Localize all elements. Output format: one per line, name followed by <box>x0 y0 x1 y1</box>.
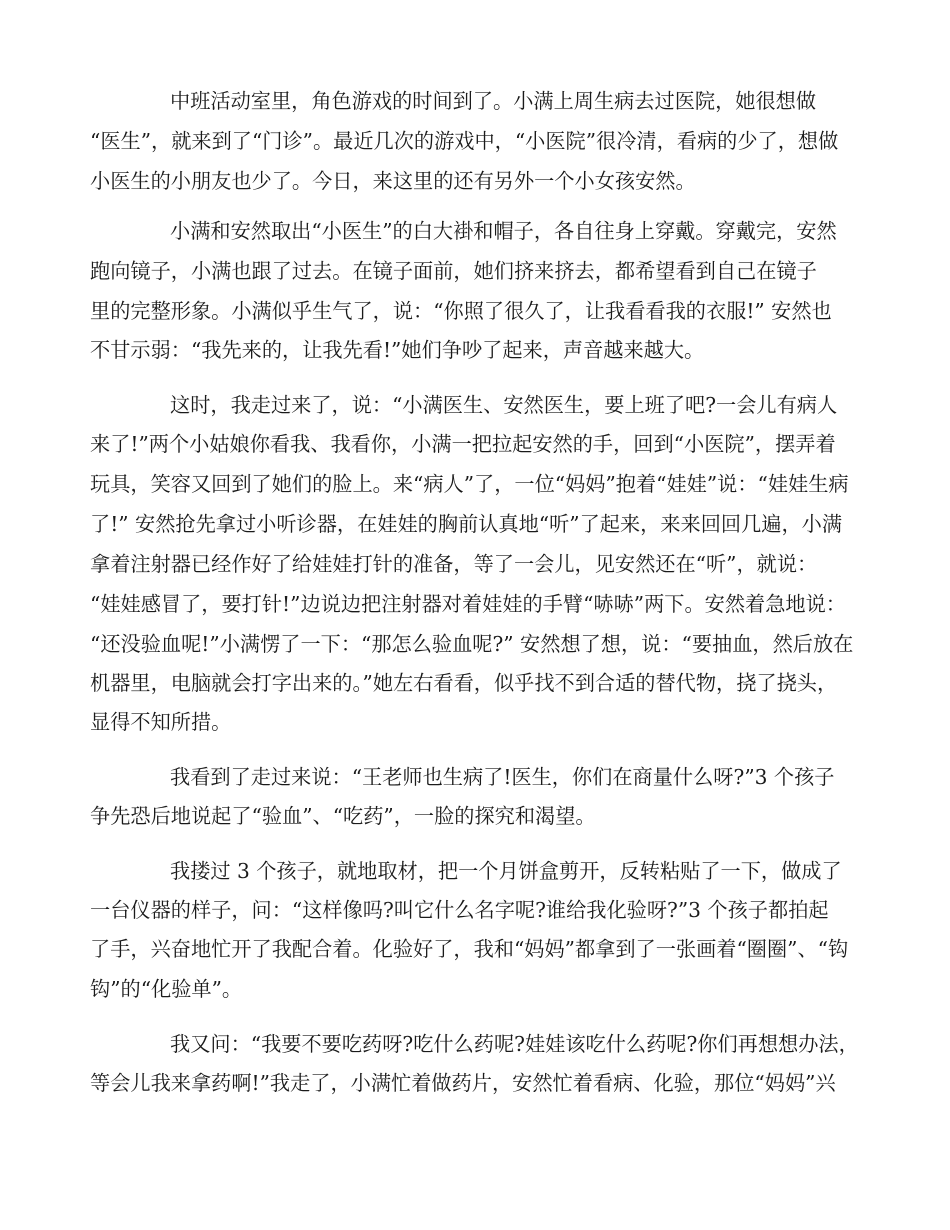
text-line: 了手，兴奋地忙开了我配合着。化验好了，我和“妈妈”都拿到了一张画着“圈圈”、“钩 <box>90 937 849 961</box>
text-line: 中班活动室里，角色游戏的时间到了。小满上周生病去过医院，她很想做 <box>170 89 817 113</box>
text-line: “还没验血呢!”小满愣了一下：“那怎么验血呢?” 安然想了想，说：“要抽血，然后放在 <box>90 632 854 656</box>
text-line: 我看到了走过来说：“王老师也生病了!医生，你们在商量什么呀?”3 个孩子 <box>170 765 835 789</box>
text-line: 一台仪器的样子，问：“这样像吗?叫它什么名字呢?谁给我化验呀?”3 个孩子都拍起 <box>90 898 829 922</box>
text-line: 这时，我走过来了，说：“小满医生、安然医生，要上班了吧?一会儿有病人 <box>170 393 838 417</box>
text-line: 里的完整形象。小满似乎生气了，说：“你照了很久了，让我看看我的衣服!” 安然也 <box>90 299 832 323</box>
text-line: 来了!”两个小姑娘你看我、我看你，小满一把拉起安然的手，回到“小医院”，摆弄着 <box>90 432 836 456</box>
text-line: 钩”的“化验单”。 <box>90 977 243 1001</box>
text-line: 我搂过 3 个孩子，就地取材，把一个月饼盒剪开，反转粘贴了一下，做成了 <box>170 859 842 883</box>
text-line: 小医生的小朋友也少了。今日，来这里的还有另外一个小女孩安然。 <box>90 169 696 193</box>
text-line: 拿着注射器已经作好了给娃娃打针的准备，等了一会儿，见安然还在“听”，就说： <box>90 552 818 576</box>
text-line: 机器里，电脑就会打字出来的。”她左右看看，似乎找不到合适的替代物，挠了挠头， <box>90 671 838 695</box>
text-line: 显得不知所措。 <box>90 710 232 734</box>
text-line: 小满和安然取出“小医生”的白大褂和帽子，各自往身上穿戴。穿戴完，安然 <box>170 219 837 243</box>
text-line: 跑向镜子，小满也跟了过去。在镜子面前，她们挤来挤去，都希望看到自己在镜子 <box>90 259 817 283</box>
text-line: 玩具，笑容又回到了她们的脸上。来“病人”了，一位“妈妈”抱着“娃娃”说：“娃娃生病 <box>90 472 849 496</box>
text-line: 等会儿我来拿药啊!”我走了，小满忙着做药片，安然忙着看病、化验，那位“妈妈”兴 <box>90 1071 836 1095</box>
text-line: “医生”，就来到了“门诊”。最近几次的游戏中，“小医院”很冷清，看病的少了，想做 <box>90 129 839 153</box>
text-line: 争先恐后地说起了“验血”、“吃药”，一脸的探究和渴望。 <box>90 804 596 828</box>
text-line: 我又问：“我要不要吃药呀?吃什么药呢?娃娃该吃什么药呢?你们再想想办法， <box>170 1032 859 1056</box>
text-line: 了!” 安然抢先拿过小听诊器，在娃娃的胸前认真地“听”了起来，来来回回几遍，小满 <box>90 512 843 536</box>
text-line: “娃娃感冒了，要打针!”边说边把注射器对着娃娃的手臂“哧哧”两下。安然着急地说： <box>90 592 846 616</box>
text-line: 不甘示弱：“我先来的，让我先看!”她们争吵了起来，声音越来越大。 <box>90 338 705 362</box>
